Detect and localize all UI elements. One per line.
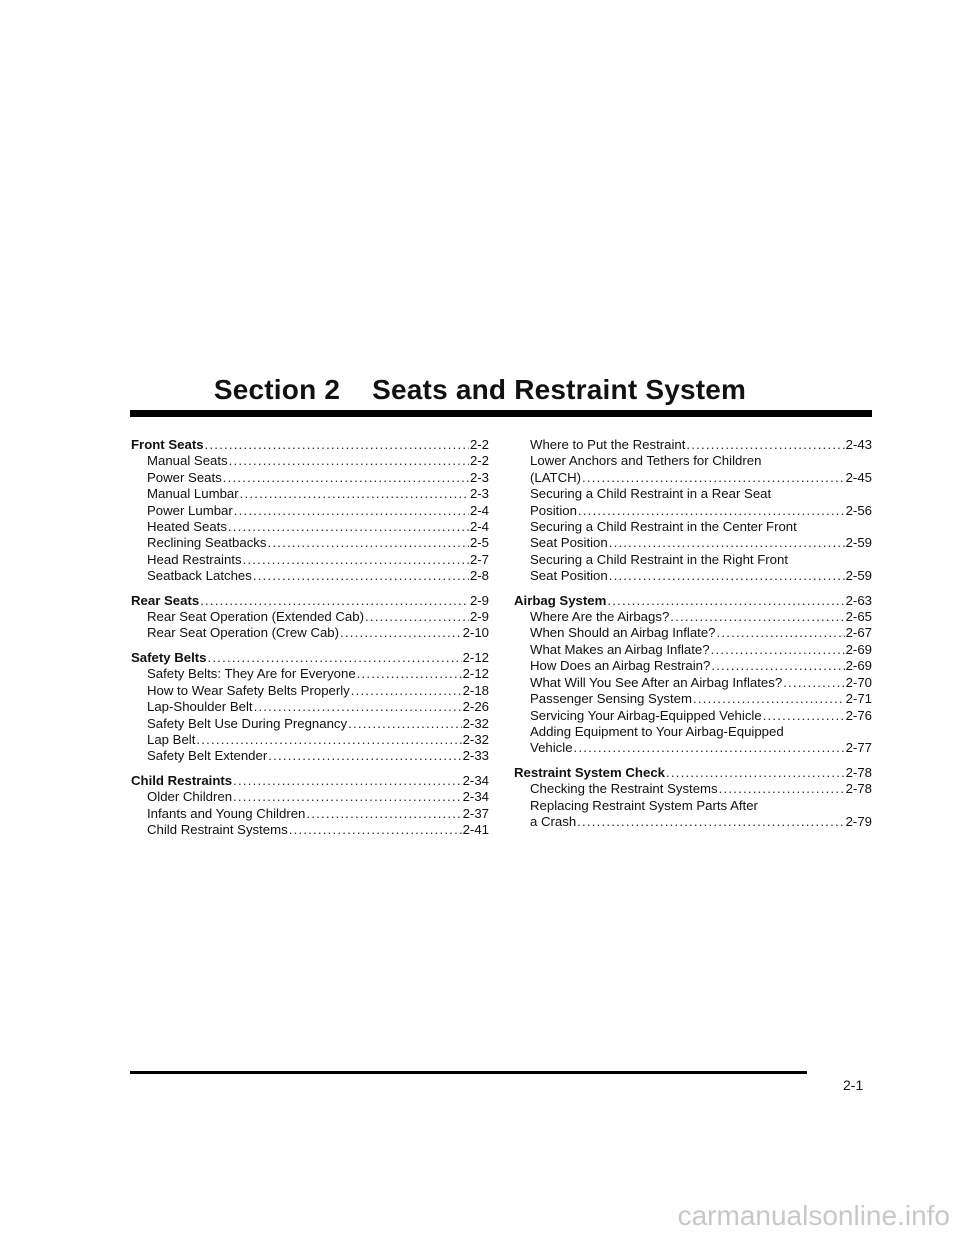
toc-page-ref: 2-77 — [845, 740, 872, 756]
toc-page-ref: 2-34 — [462, 789, 489, 805]
toc-section-entry[interactable] — [514, 765, 872, 781]
toc-page-ref: 2-26 — [462, 699, 489, 715]
toc-entry[interactable] — [131, 470, 489, 486]
toc-entry-label: Vehicle — [530, 740, 573, 756]
toc-page-ref: 2-9 — [469, 592, 489, 608]
toc-page-ref: 2-76 — [845, 707, 872, 723]
toc-entry-label: Power Lumbar — [147, 502, 233, 518]
toc-page-ref: 2-79 — [845, 813, 872, 829]
toc-entry-label: Servicing Your Airbag-Equipped Vehicle — [530, 707, 762, 723]
toc-entry-label: Heated Seats — [147, 519, 227, 535]
toc-entry[interactable] — [131, 519, 489, 535]
toc-entry[interactable] — [131, 716, 489, 732]
dot-leader — [234, 503, 469, 519]
dot-leader — [233, 773, 461, 789]
toc-entry[interactable] — [131, 486, 489, 502]
dot-leader — [240, 486, 469, 502]
toc-entry-label: How Does an Airbag Restrain? — [530, 658, 711, 674]
toc-page-ref: 2-18 — [462, 682, 489, 698]
toc-section-entry[interactable] — [514, 593, 872, 609]
toc-entry[interactable] — [514, 437, 872, 453]
toc-entry[interactable] — [131, 822, 489, 838]
toc-page-ref: 2-56 — [845, 502, 872, 518]
toc-entry-label: Child Restraints — [131, 772, 233, 788]
dot-leader — [243, 552, 469, 568]
toc-entry[interactable] — [514, 814, 872, 830]
dot-leader — [607, 593, 844, 609]
dot-leader — [223, 470, 469, 486]
dot-leader — [233, 789, 462, 805]
toc-entry[interactable] — [131, 806, 489, 822]
toc-page-ref: 2-59 — [845, 535, 872, 551]
toc-entry[interactable] — [131, 748, 489, 764]
toc-page-ref: 2-10 — [462, 625, 489, 641]
toc-entry-label: Reclining Seatbacks — [147, 535, 267, 551]
dot-leader — [306, 806, 461, 822]
dot-leader — [609, 568, 845, 584]
toc-entry[interactable] — [131, 453, 489, 469]
toc-entry-label: (LATCH) — [530, 469, 582, 485]
dot-leader — [711, 658, 844, 674]
dot-leader — [229, 453, 469, 469]
toc-page-ref: 2-32 — [462, 715, 489, 731]
toc-entry[interactable] — [514, 691, 872, 707]
toc-entry-line: Adding Equipment to Your Airbag-Equipped — [530, 723, 784, 739]
dot-leader — [609, 535, 845, 551]
toc-entry[interactable] — [514, 658, 872, 674]
dot-leader — [711, 642, 845, 658]
toc-entry-label: Lap Belt — [147, 731, 196, 747]
toc-page-ref: 2-71 — [845, 691, 872, 707]
toc-entry-label: Manual Lumbar — [147, 486, 239, 502]
toc-section-entry[interactable] — [131, 773, 489, 789]
dot-leader — [196, 732, 461, 748]
dot-leader — [268, 748, 461, 764]
toc-page-ref: 2-43 — [845, 437, 872, 452]
toc-entry-line: Securing a Child Restraint in a Rear Seat — [530, 486, 772, 502]
toc-page-ref: 2-12 — [462, 666, 489, 682]
dot-leader — [693, 691, 845, 707]
toc-page-ref: 2-3 — [469, 486, 489, 502]
dot-leader — [574, 740, 845, 756]
toc-page-ref: 2-63 — [845, 592, 872, 608]
toc-entry[interactable] — [514, 781, 872, 797]
toc-entry-label: What Will You See After an Airbag Inflates? — [530, 674, 783, 690]
toc-page-ref: 2-34 — [462, 772, 489, 788]
toc-entry[interactable] — [514, 609, 872, 625]
toc-entry-label: Infants and Young Children — [147, 805, 306, 821]
toc-entry[interactable] — [131, 625, 489, 641]
toc-entry-line: Lower Anchors and Tethers for Children — [530, 453, 762, 469]
toc-page-ref: 2-69 — [845, 641, 872, 657]
toc-entry[interactable] — [131, 683, 489, 699]
toc-entry-label: Safety Belts: They Are for Everyone — [147, 666, 356, 682]
toc-page-ref: 2-65 — [845, 609, 872, 625]
toc-entry-label: Safety Belt Extender — [147, 748, 268, 764]
toc-entry[interactable] — [514, 625, 872, 641]
toc-page-ref: 2-37 — [462, 805, 489, 821]
toc-entry[interactable] — [131, 732, 489, 748]
dot-leader — [582, 470, 845, 486]
toc-page-ref: 2-59 — [845, 568, 872, 584]
toc-page-ref: 2-3 — [469, 469, 489, 485]
dot-leader — [228, 519, 469, 535]
toc-entry-label: Airbag System — [514, 592, 607, 608]
toc-entry[interactable] — [131, 666, 489, 682]
toc-entry-label: Rear Seat Operation (Crew Cab) — [147, 625, 340, 641]
dot-leader — [254, 699, 462, 715]
toc-entry-label: Older Children — [147, 789, 233, 805]
toc-entry-label: What Makes an Airbag Inflate? — [530, 641, 710, 657]
toc-entry-label: Seat Position — [530, 535, 608, 551]
toc-entry-line: Securing a Child Restraint in the Right Front — [530, 551, 789, 567]
toc-entry[interactable] — [514, 740, 872, 756]
toc-entry-label: a Crash — [530, 813, 577, 829]
toc-entry-label: Safety Belts — [131, 649, 207, 665]
toc-page-ref: 2-67 — [845, 625, 872, 641]
dot-leader — [670, 609, 844, 625]
toc-entry-label: Rear Seats — [131, 592, 200, 608]
toc-entry-label: Where Are the Airbags? — [530, 609, 670, 625]
toc-entry-label: Front Seats — [131, 437, 204, 452]
dot-leader — [577, 814, 844, 830]
toc-entry-label: Head Restraints — [147, 551, 242, 567]
toc-entry-label: Power Seats — [147, 469, 222, 485]
toc-entry[interactable] — [514, 470, 872, 486]
toc-entry-label: Where to Put the Restraint — [530, 437, 686, 452]
toc-page-ref: 2-33 — [462, 748, 489, 764]
toc-page-ref: 2-8 — [469, 568, 489, 584]
toc-entry[interactable] — [131, 535, 489, 551]
toc-entry[interactable] — [514, 503, 872, 519]
bottom-rule — [130, 1071, 807, 1074]
toc-page-ref: 2-45 — [845, 469, 872, 485]
toc-entry-label: Position — [530, 502, 577, 518]
dot-leader — [686, 437, 844, 453]
toc-entry[interactable] — [514, 675, 872, 691]
toc-entry-label: Lap-Shoulder Belt — [147, 699, 253, 715]
toc-page-ref: 2-41 — [462, 821, 489, 837]
toc-entry-line: Securing a Child Restraint in the Center Front — [530, 519, 797, 535]
toc-entry[interactable] — [131, 568, 489, 584]
section-title — [0, 374, 960, 406]
toc-page-ref: 2-78 — [845, 764, 872, 780]
dot-leader — [208, 650, 462, 666]
dot-leader — [200, 593, 469, 609]
dot-leader — [357, 666, 462, 682]
toc-entry-line: Replacing Restraint System Parts After — [530, 797, 758, 813]
toc-entry-label: Rear Seat Operation (Extended Cab) — [147, 609, 364, 625]
toc-page-ref: 2-70 — [845, 674, 872, 690]
toc-page-ref: 2-5 — [469, 535, 489, 551]
toc-page-ref: 2-12 — [462, 649, 489, 665]
toc-entry-label: Safety Belt Use During Pregnancy — [147, 715, 348, 731]
toc-entry[interactable] — [131, 552, 489, 568]
toc-entry-label: Manual Seats — [147, 453, 228, 469]
toc-entry[interactable] — [131, 789, 489, 805]
section-label: Section 2 — [213, 374, 341, 405]
toc-entry-label: Checking the Restraint Systems — [530, 781, 718, 797]
toc-right-column — [514, 437, 872, 830]
dot-leader — [340, 625, 462, 641]
toc-entry-label: How to Wear Safety Belts Properly — [147, 682, 350, 698]
toc-section-entry[interactable] — [131, 437, 489, 453]
toc-entry[interactable] — [131, 699, 489, 715]
top-rule — [130, 410, 872, 417]
dot-leader — [348, 716, 461, 732]
dot-leader — [289, 822, 462, 838]
toc-entry[interactable] — [514, 568, 872, 584]
toc-entry[interactable] — [131, 609, 489, 625]
toc-page-ref: 2-4 — [469, 519, 489, 535]
toc-entry-label: Child Restraint Systems — [147, 821, 288, 837]
toc-entry-label: Passenger Sensing System — [530, 691, 692, 707]
toc-entry-label: When Should an Airbag Inflate? — [530, 625, 716, 641]
toc-page-ref: 2-9 — [469, 609, 489, 625]
toc-entry-label: Seat Position — [530, 568, 608, 584]
dot-leader — [717, 625, 845, 641]
toc-entry[interactable] — [514, 642, 872, 658]
dot-leader — [578, 503, 845, 519]
dot-leader — [719, 781, 845, 797]
toc-entry-label: Seatback Latches — [147, 568, 252, 584]
toc-entry-label: Restraint System Check — [514, 764, 665, 780]
dot-leader — [253, 568, 469, 584]
dot-leader — [783, 675, 844, 691]
toc-page-ref: 2-2 — [469, 453, 489, 469]
section-name: Seats and Restraint System — [372, 374, 747, 405]
toc-page-ref: 2-32 — [462, 731, 489, 747]
toc-entry[interactable] — [514, 535, 872, 551]
dot-leader — [351, 683, 462, 699]
toc-entry[interactable] — [514, 708, 872, 724]
dot-leader — [205, 437, 469, 453]
dot-leader — [666, 765, 845, 781]
toc-entry[interactable] — [131, 503, 489, 519]
toc-page-ref: 2-4 — [469, 502, 489, 518]
dot-leader — [763, 708, 845, 724]
toc-page-ref: 2-2 — [469, 437, 489, 452]
toc-section-entry[interactable] — [131, 650, 489, 666]
toc-section-entry[interactable] — [131, 593, 489, 609]
toc-page-ref: 2-69 — [845, 658, 872, 674]
page-number: 2-1 — [843, 1077, 864, 1093]
toc-left-column — [131, 437, 489, 838]
toc-page-ref: 2-7 — [469, 551, 489, 567]
toc-page-ref: 2-78 — [845, 781, 872, 797]
dot-leader — [268, 535, 469, 551]
watermark: carmanualsonline.info — [677, 1200, 950, 1231]
dot-leader — [365, 609, 469, 625]
